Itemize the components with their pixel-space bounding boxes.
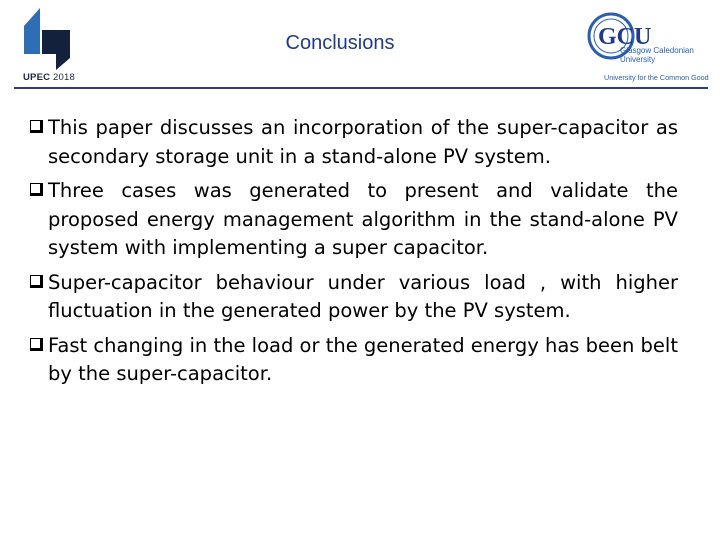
conclusions-list bbox=[30, 114, 678, 395]
checkbox-bullet-icon bbox=[30, 338, 43, 351]
header-divider bbox=[14, 87, 708, 89]
bullet-item bbox=[30, 177, 678, 263]
checkbox-bullet-icon bbox=[30, 120, 43, 133]
upec-year: 2018 bbox=[53, 72, 75, 83]
bullet-item bbox=[30, 332, 678, 389]
gcu-mark: GCU bbox=[598, 24, 652, 50]
checkbox-bullet-icon bbox=[30, 183, 43, 196]
bullet-text: Three cases was generated to present and validate the proposed energy management algorithm in the stand-alone PV system with implementing a super capacitor. bbox=[48, 179, 678, 259]
upec-name: UPEC bbox=[23, 72, 51, 83]
bullet-item bbox=[30, 269, 678, 326]
gcu-logo-icon bbox=[586, 6, 706, 68]
checkbox-bullet-icon bbox=[30, 275, 43, 288]
gcu-name-line2: University bbox=[620, 55, 656, 64]
gcu-name-line1: Glasgow Caledonian bbox=[620, 46, 694, 55]
slide-title: Conclusions bbox=[285, 32, 395, 54]
bullet-item bbox=[30, 114, 678, 171]
bullet-text: This paper discusses an incorporation of the super-capacitor as secondary storage unit in a stand-alone PV system. bbox=[48, 116, 678, 168]
upec-label bbox=[23, 72, 75, 83]
bullet-text: Fast changing in the load or the generated energy has been belt by the super-capacitor. bbox=[48, 333, 678, 385]
gcu-tagline: University for the Common Good bbox=[604, 73, 709, 82]
bullet-text: Super-capacitor behaviour under various load , with higher fluctuation in the generated power by the PV system. bbox=[48, 270, 678, 322]
